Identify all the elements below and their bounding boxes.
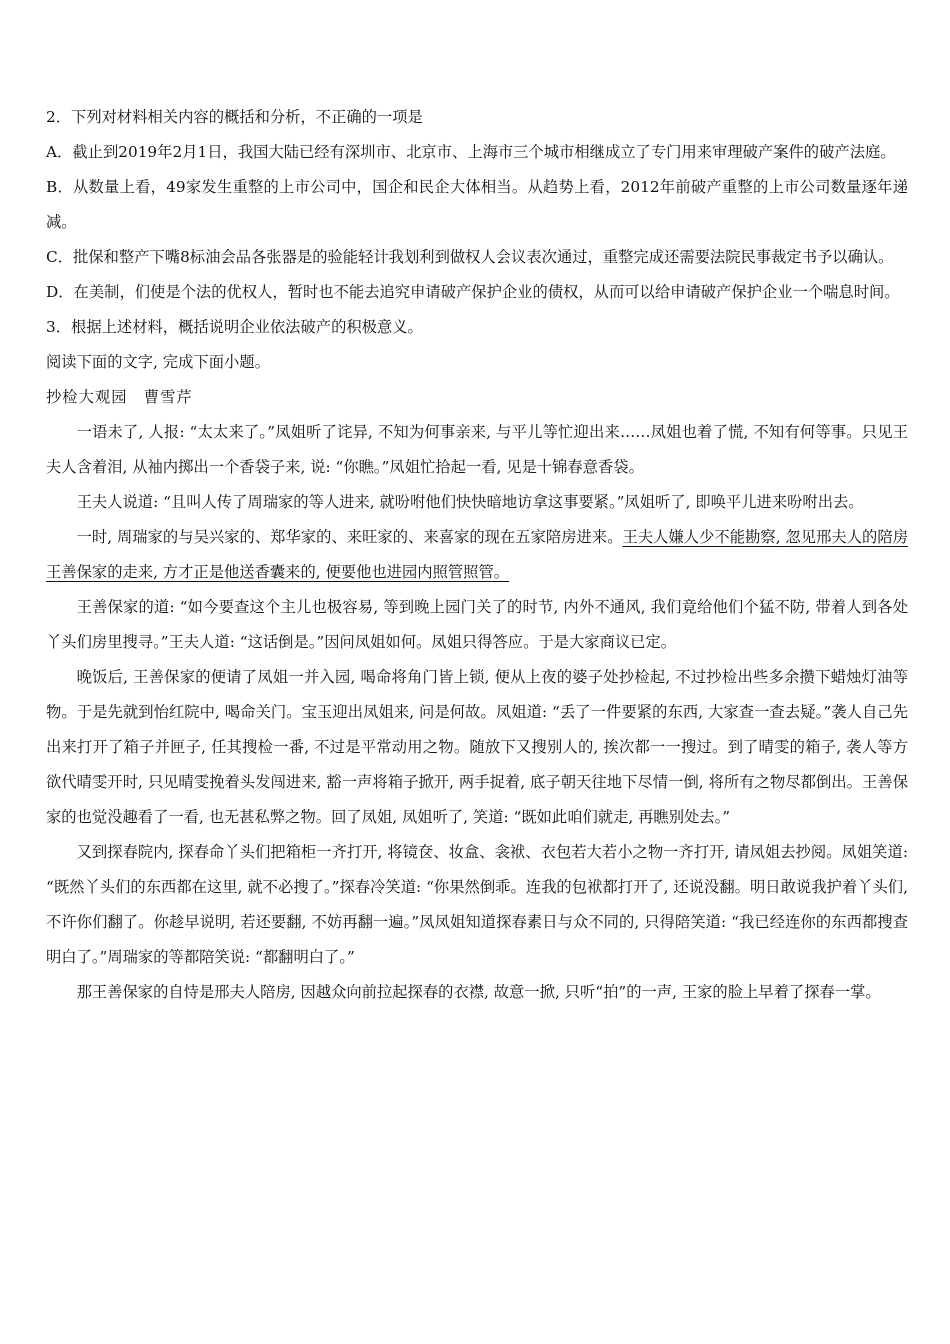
passage-paragraph-7: 那王善保家的自恃是邢夫人陪房, 因越众向前拉起探春的衣襟, 故意一掀, 只听“拍”的一声, 王家的脸上早着了探春一掌。 — [76, 983, 881, 1001]
passage-title: 抄检大观园 曹雪芹 — [46, 388, 193, 406]
question-3-stem: 3．根据上述材料，概括说明企业依法破产的积极意义。 — [46, 318, 423, 336]
passage-paragraph-6: 又到探春院内, 探春命丫头们把箱柜一齐打开, 将镜奁、妆盒、衾袱、衣包若大若小之物一齐打开, 请凤姐去抄阅。凤姐笑道: “既然丫头们的东西都在这里, 就不必搜了。”探春冷笑道: “你果然倒乖。连我的包袱都打开了, 还说没翻。明日敢说我护着丫头们, 不许你们翻了。你趁早说明, 若还要翻, 不妨再翻一遍。”凤凤姐知道探春素日与众不同的, 只得陪笑道: “我已经连你的东西都搜查明白了。”周瑞家的等都陪笑说: “都翻明白了。” — [46, 843, 908, 966]
question-2-option-d: D．在美制，们使是个法的优权人，暂时也不能去追究申请破产保护企业的债权，从而可以给申请破产保护企业一个喘息时间。 — [46, 283, 900, 301]
passage-paragraph-4: 王善保家的道: “如今要查这个主儿也极容易, 等到晚上园门关了的时节, 内外不通风, 我们竟给他们个猛不防, 带着人到各处丫头们房里搜寻。”王夫人道: “这话倒是。”因问凤姐如何。凤姐只得答应。于是大家商议已定。 — [46, 598, 908, 651]
question-2-option-a: A．截止到2019年2月1日，我国大陆已经有深圳市、北京市、上海市三个城市相继成立了专门用来审理破产案件的破产法庭。 — [46, 143, 896, 161]
underlined-sentence: 王夫人嫌人少不能勘察, 忽见邢夫人的陪房王善保家的走来, 方才正是他送香囊来的, 便要他也进园内照管照管。 — [46, 528, 908, 581]
document-page — [46, 100, 908, 1010]
passage-paragraph-2: 王夫人说道: “且叫人传了周瑞家的等人进来, 就吩咐他们快快暗地访拿这事要紧。”凤姐听了, 即唤平儿进来吩咐出去。 — [76, 493, 864, 511]
passage-paragraph-5: 晚饭后, 王善保家的便请了凤姐一并入园, 喝命将角门皆上锁, 便从上夜的婆子处抄检起, 不过抄检出些多余攒下蜡烛灯油等物。于是先就到怡红院中, 喝命关门。宝玉迎出凤姐来, 问是何故。凤姐道: “丢了一件要紧的东西, 大家查一查去疑。”袭人自己先出来打开了箱子并匣子, 任其搜检一番, 不过是平常动用之物。随放下又搜别人的, 挨次都一一搜过。到了晴雯的箱子, 袭人等方欲代晴雯开时, 只见晴雯挽着头发闯进来, 豁一声将箱子掀开, 两手捉着, 底子朝天往地下尽情一倒, 将所有之物尽都倒出。王善保家的也觉没趣看了一看, 也无甚私弊之物。回了凤姐, 凤姐听了, 笑道: “既如此咱们就走, 再瞧别处去。” — [46, 668, 908, 826]
question-2-option-b: B．从数量上看，49家发生重整的上市公司中，国企和民企大体相当。从趋势上看，2012年前破产重整的上市公司数量逐年递减。 — [46, 178, 908, 231]
reading-instruction: 阅读下面的文字, 完成下面小题。 — [46, 353, 270, 371]
passage-paragraph-1: 一语未了, 人报: “太太来了。”凤姐听了诧异, 不知为何事亲来, 与平儿等忙迎出来……凤姐也着了慌, 不知有何等事。只见王夫人含着泪, 从袖内掷出一个香袋子来, 说: “你瞧。”凤姐忙拾起一看, 见是十锦春意香袋。 — [46, 423, 908, 476]
paragraph-3-plain-text: 一时, 周瑞家的与吴兴家的、郑华家的、来旺家的、来喜家的现在五家陪房进来。 — [76, 528, 623, 546]
question-2-option-c: C．批保和整产下嘴8标油会品各张器是的验能轻计我划利到做权人会议表次通过，重整完成还需要法院民事裁定书予以确认。 — [46, 248, 894, 266]
passage-paragraph-3 — [46, 520, 908, 590]
question-2-stem: 2．下列对材料相关内容的概括和分析，不正确的一项是 — [46, 108, 423, 126]
